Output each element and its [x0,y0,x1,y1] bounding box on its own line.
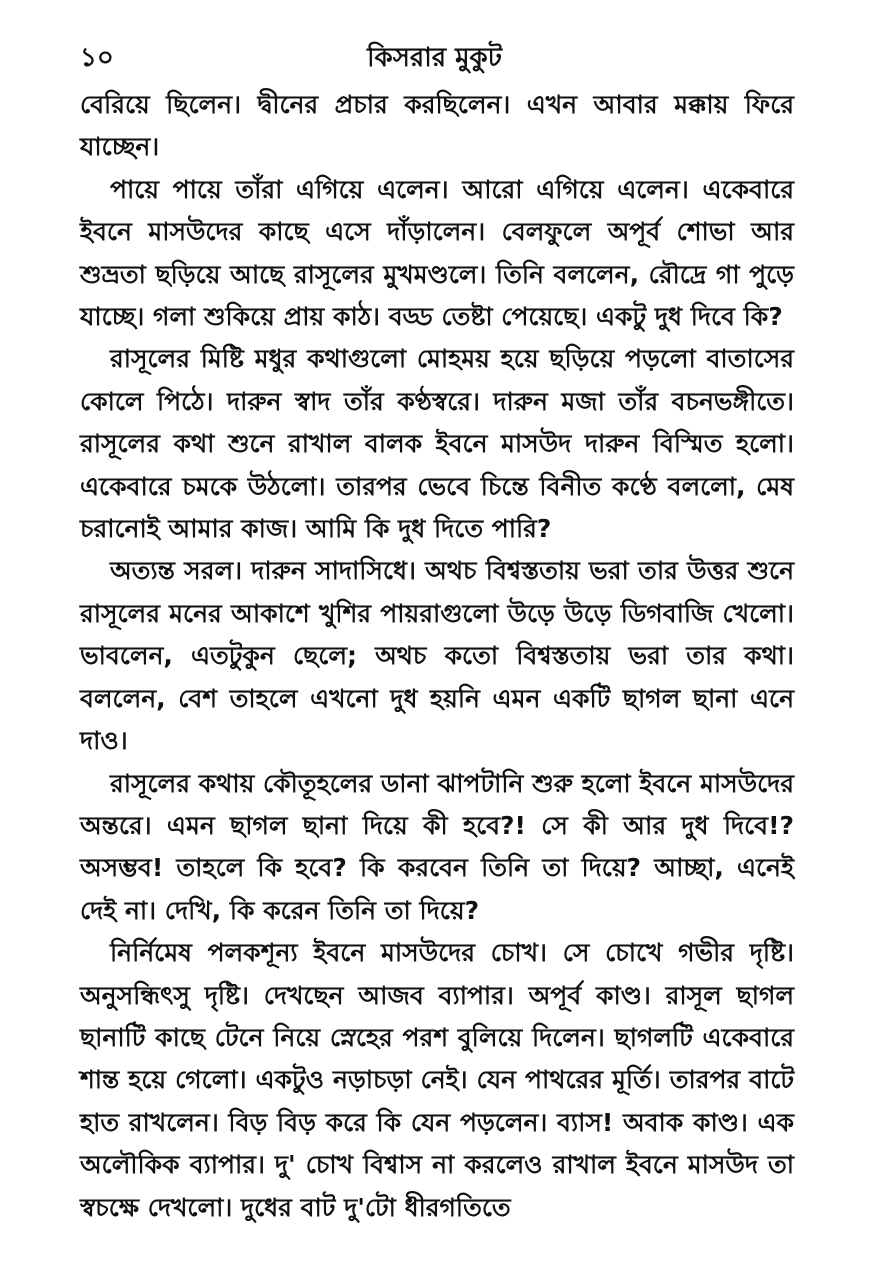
paragraph: পায়ে পায়ে তাঁরা এগিয়ে এলেন। আরো এগিয়ে এলেন। একেবারে ইবনে মাসউদের কাছে এসে দাঁড়ালেন। বেলফুলে অপূর্ব শোভা আর শুভ্রতা ছড়িয়ে আছে রাসূলের মুখমণ্ডলে। তিনি বললেন, রৌদ্রে গা পুড়ে যাচ্ছে। গলা শুকিয়ে প্রায় কাঠ। বড্ড তেষ্টা পেয়েছে। একটু দুধ দিবে কি? [80,174,794,332]
page-number: ১০ [80,43,114,73]
paragraph: রাসূলের মিষ্টি মধুর কথাগুলো মোহময় হয়ে ছড়িয়ে পড়লো বাতাসের কোলে পিঠে। দারুন স্বাদ তাঁর কণ্ঠস্বরে। দারুন মজা তাঁর বচনভঙ্গীতে। রাসূলের কথা শুনে রাখাল বালক ইবনে মাসউদ দারুন বিস্মিত হলো। একেবারে চমকে উঠলো। তারপর ভেবে চিন্তে বিনীত কণ্ঠে বললো, মেষ চরানোই আমার কাজ। আমি কি দুধ দিতে পারি? [80,344,794,544]
running-title: কিসরার মুকুট [367,43,502,73]
paragraph: অত্যন্ত সরল। দারুন সাদাসিধে। অথচ বিশ্বস্ততায় ভরা তার উত্তর শুনে রাসূলের মনের আকাশে খুশির পায়রাগুলো উড়ে উড়ে ডিগবাজি খেলো। ভাবলেন, এতটুকুন ছেলে; অথচ কতো বিশ্বস্ততায় ভরা তার কথা। বললেন, বেশ তাহলে এখনো দুধ হয়নি এমন একটি ছাগল ছানা এনে দাও। [80,556,794,756]
paragraph: রাসূলের কথায় কৌতূহলের ডানা ঝাপটানি শুরু হলো ইবনে মাসউদের অন্তরে। এমন ছাগল ছানা দিয়ে কী হবে?! সে কী আর দুধ দিবে!? অসম্ভব! তাহলে কি হবে? কি করবেন তিনি তা দিয়ে? আচ্ছা, এনেই দেই না। দেখি, কি করেন তিনি তা দিয়ে? [80,768,794,925]
paragraph: বেরিয়ে ছিলেন। দ্বীনের প্রচার করছিলেন। এখন আবার মক্কায় ফিরে যাচ্ছেন। [80,90,794,162]
body-text [80,84,794,1229]
paragraph: নির্নিমেষ পলকশূন্য ইবনে মাসউদের চোখ। সে চোখে গভীর দৃষ্টি। অনুসন্ধিৎসু দৃষ্টি। দেখছেন আজব ব্যাপার। অপূর্ব কাণ্ড। রাসূল ছাগল ছানাটি কাছে টেনে নিয়ে স্নেহের পরশ বুলিয়ে দিলেন। ছাগলটি একেবারে শান্ত হয়ে গেলো। একটুও নড়াচড়া নেই। যেন পাথরের মূর্তি। তারপর বাটে হাত রাখলেন। বিড় বিড় করে কি যেন পড়লেন। ব্যাস! অবাক কাণ্ড। এক অলৌকিক ব্যাপার। দু' চোখ বিশ্বাস না করলেও রাখাল ইবনে মাসউদ তা স্বচক্ষে দেখলো। দুধের বাট দু'টো ধীরগতিতে [80,938,794,1222]
page-header [0,38,869,78]
